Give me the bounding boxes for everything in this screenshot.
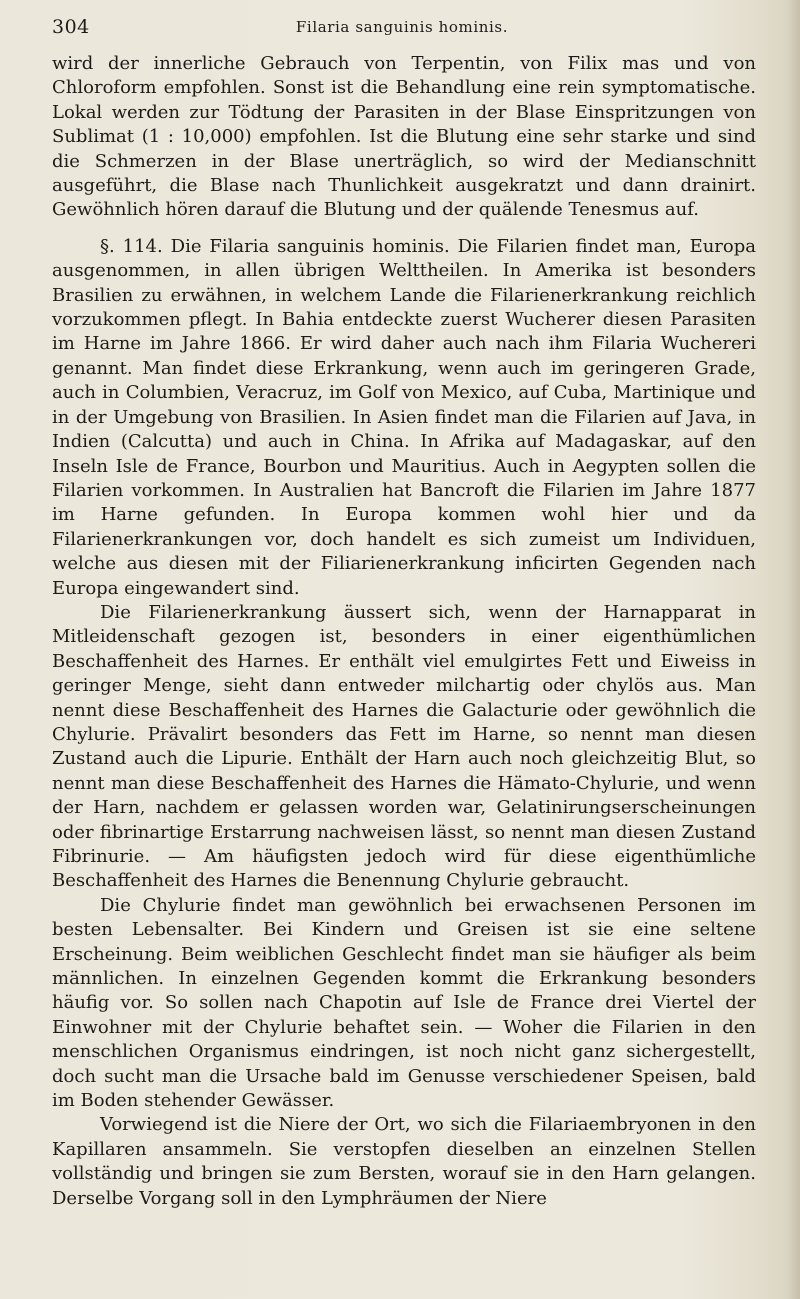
paragraph-section-114: §. 114. Die Filaria sanguinis hominis. Die Filarien findet man, Europa ausgenommen, in allen übrigen Welttheilen. In Amerika ist besonders Brasilien zu erwähnen, in welchem Lande die Filarienerkrankung reichlich vorzukommen pflegt. In Bahia entdeckte zuerst Wucherer diesen Parasiten im Harne im Jahre 1866. Er wird daher auch nach ihm Filaria Wuchereri genannt. Man findet diese Erkrankung, wenn auch im geringeren Grade, auch in Columbien, Veracruz, im Golf von Mexico, auf Cuba, Martinique und in der Umgebung von Brasilien. In Asien findet man die Filarien auf Java, in Indien (Calcutta) und auch in China. In Afrika auf Madagaskar, auf den Inseln Isle de France, Bourbon und Mauritius. Auch in Aegypten sollen die Filarien vorkommen. In Australien hat Bancroft die Filarien im Jahre 1877 im Harne gefunden. In Europa kommen wohl hier und da Filarienerkrankungen vor, doch handelt es sich zumeist um Individuen, welche aus diesen mit der Filiarienerkrankung inficirten Gegenden nach Europa eingewandert sind. xyxy=(52,235,756,599)
page-header xyxy=(52,14,752,44)
page-number: 304 xyxy=(52,16,90,38)
paragraph-chyluria: Die Filarienerkrankung äussert sich, wenn der Harnapparat in Mitleidenschaft gezogen ist, besonders in einer eigenthümlichen Beschaffenheit des Harnes. Er enthält viel emulgirtes Fett und Eiweiss in geringer Menge, sieht dann entweder milchartig oder chylös aus. Man nennt diese Beschaffenheit des Harnes die Galacturie oder gewöhnlich die Chylurie. Prävalirt besonders das Fett im Harne, so nennt man diesen Zustand auch die Lipurie. Enthält der Harn auch noch gleichzeitig Blut, so nennt man diese Beschaffenheit des Harnes die Hämato-Chylurie, und wenn der Harn, nachdem er gelassen worden war, Gelatinirungserscheinungen oder fibrinartige Erstarrung nachweisen lässt, so nennt man diesen Zustand Fibrinurie. — Am häufigsten jedoch wird für diese eigenthümliche Beschaffenheit des Harnes die Benennung Chylurie gebraucht. xyxy=(52,601,756,892)
paragraph-kidney: Vorwiegend ist die Niere der Ort, wo sich die Filariaembryonen in den Kapillaren ansammeln. Sie verstopfen dieselben an einzelnen Stellen vollständig und bringen sie zum Bersten, worauf sie in den Harn gelangen. Derselbe Vorgang soll in den Lymphräumen der Niere xyxy=(52,1114,756,1209)
paragraph-treatment: wird der innerliche Gebrauch von Terpentin, von Filix mas und von Chloroform empfohlen. Sonst ist die Behandlung eine rein symptomatische. Lokal werden zur Tödtung der Parasiten in der Blase Einspritzungen von Sublimat (1 : 10,000) empfohlen. Ist die Blutung eine sehr starke und sind die Schmerzen in der Blase unerträglich, so wird der Medianschnitt ausgeführt, die Blase nach Thunlichkeit ausgekratzt und dann drainirt. Gewöhnlich hören darauf die Blutung und der quälende Tenesmus auf. xyxy=(52,53,756,221)
running-title: Filaria sanguinis hominis. xyxy=(295,18,509,36)
page-edge-shadow xyxy=(786,0,800,1299)
paragraph-occurrence: Die Chylurie findet man gewöhnlich bei erwachsenen Personen im besten Lebensalter. Bei Kindern und Greisen ist sie eine seltene Erscheinung. Beim weiblichen Geschlecht findet man sie häufiger als beim männlichen. In einzelnen Gegenden kommt die Erkrankung besonders häufig vor. So sollen nach Chapotin auf Isle de France drei Viertel der Einwohner mit der Chylurie behaftet sein. — Woher die Filarien in den menschlichen Organismus eindringen, ist noch nicht ganz sichergestellt, doch sucht man die Ursache bald im Genusse verschiedener Speisen, bald im Boden stehender Gewässer. xyxy=(52,894,756,1112)
body-text xyxy=(52,52,756,1211)
